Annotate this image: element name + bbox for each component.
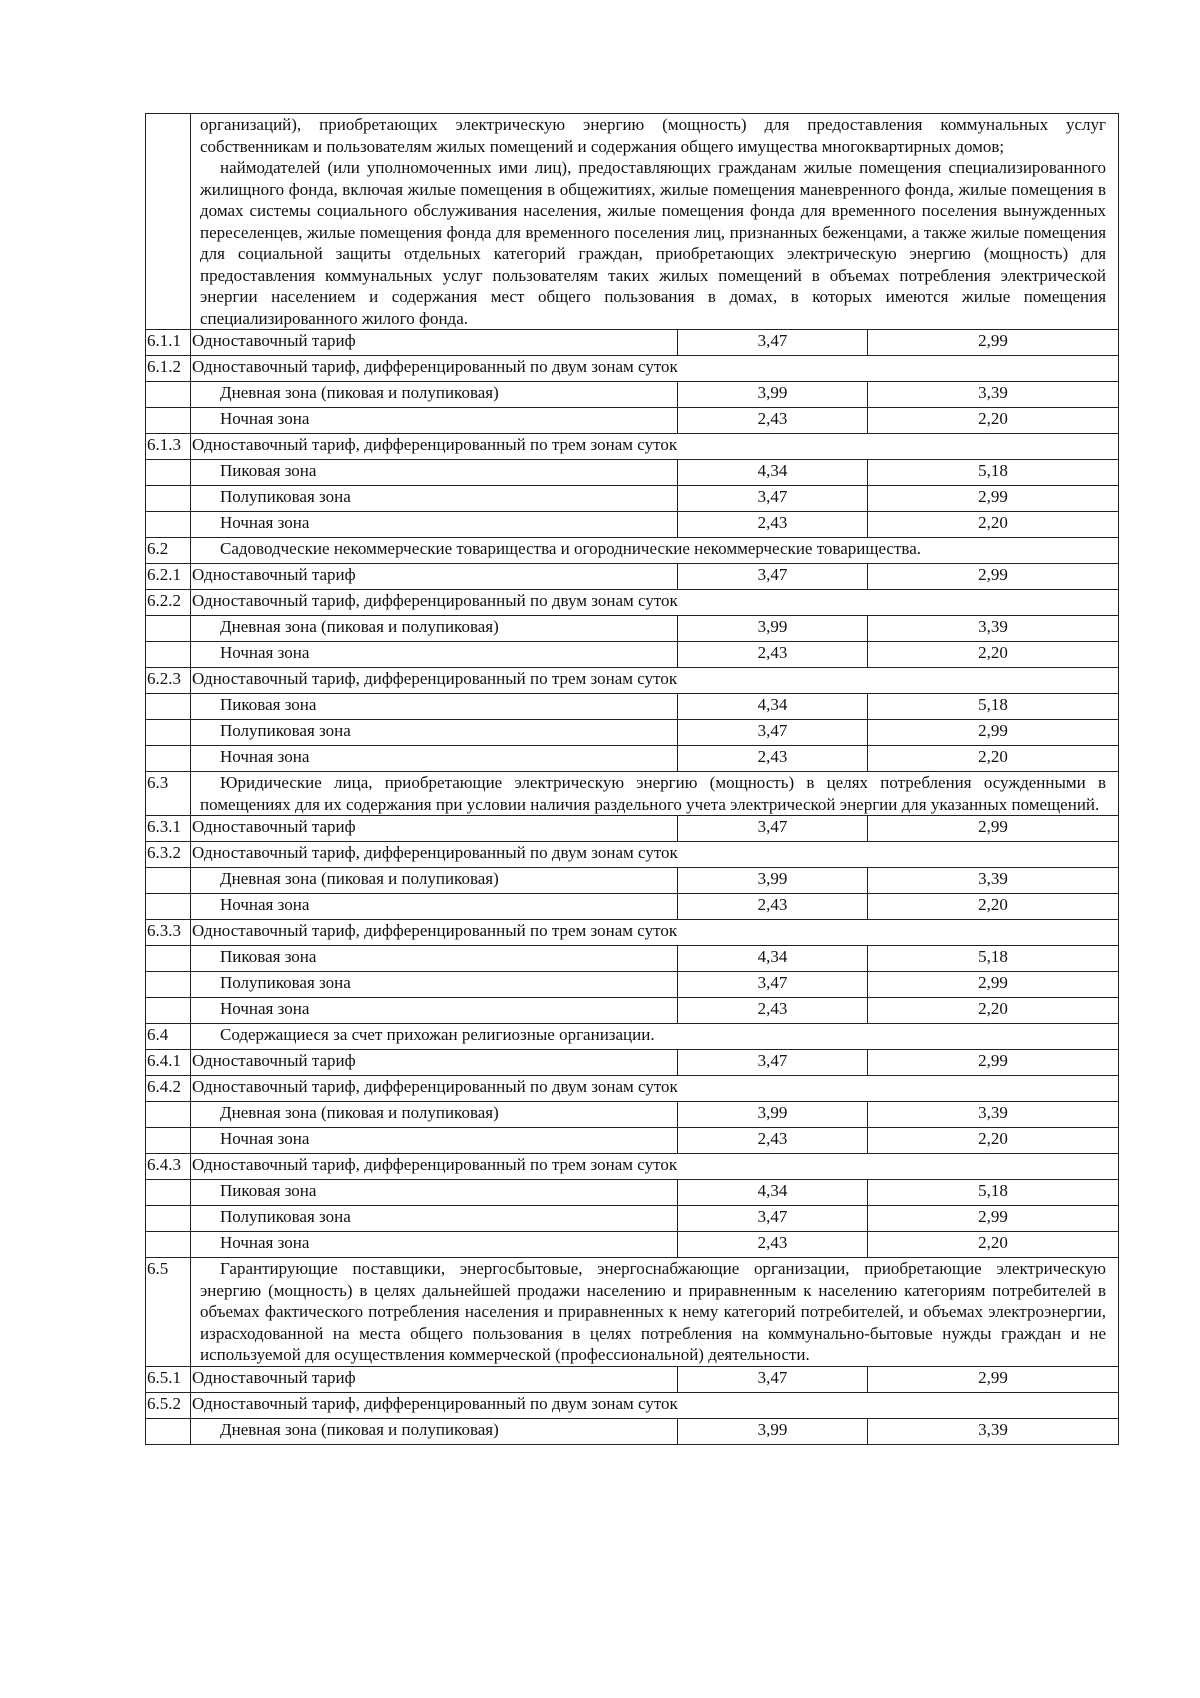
value-2: 2,20 [868,642,1119,668]
value-1: 3,47 [678,1206,868,1232]
table-row [146,998,1119,1024]
value-2: 2,20 [868,746,1119,772]
row-label: Одноставочный тариф [191,1366,678,1392]
table-row [146,1180,1119,1206]
row-label: Одноставочный тариф, дифференцированный по двум зонам суток [191,1392,1119,1418]
value-2: 2,20 [868,998,1119,1024]
table-row [146,894,1119,920]
table-row [146,408,1119,434]
row-number: 6.3.3 [146,920,191,946]
row-number: 6.2.3 [146,668,191,694]
zone-label: Дневная зона (пиковая и полупиковая) [191,382,678,408]
value-2: 2,99 [868,1366,1119,1392]
row-label: Одноставочный тариф, дифференцированный по двум зонам суток [191,590,1119,616]
table-row [146,382,1119,408]
intro-row [146,114,1119,330]
zone-label: Ночная зона [191,894,678,920]
value-2: 2,99 [868,564,1119,590]
value-2: 3,39 [868,616,1119,642]
intro-text [191,114,1119,330]
value-2: 2,99 [868,330,1119,356]
zone-label: Ночная зона [191,512,678,538]
value-1: 4,34 [678,694,868,720]
value-1: 2,43 [678,1232,868,1258]
row-number: 6.1.2 [146,356,191,382]
table-row [146,564,1119,590]
zone-label: Ночная зона [191,408,678,434]
value-1: 4,34 [678,946,868,972]
value-1: 3,47 [678,1366,868,1392]
table-row [146,842,1119,868]
value-2: 2,20 [868,894,1119,920]
section-row [146,1258,1119,1367]
section-number: 6.5 [146,1258,191,1367]
value-2: 2,99 [868,720,1119,746]
value-2: 2,99 [868,1206,1119,1232]
zone-label: Ночная зона [191,746,678,772]
table-row [146,1232,1119,1258]
row-number: 6.4.3 [146,1154,191,1180]
row-number: 6.3.2 [146,842,191,868]
section-text: Садоводческие некоммерческие товарищества и огороднические некоммерческие товарищества. [191,538,1119,564]
row-number: 6.2.1 [146,564,191,590]
table-row [146,1366,1119,1392]
value-1: 3,47 [678,564,868,590]
value-2: 2,99 [868,816,1119,842]
value-1: 2,43 [678,746,868,772]
row-number: 6.5.2 [146,1392,191,1418]
row-label: Одноставочный тариф, дифференцированный по трем зонам суток [191,668,1119,694]
value-1: 3,99 [678,382,868,408]
row-number: 6.4.2 [146,1076,191,1102]
section-row [146,538,1119,564]
section-number: 6.3 [146,772,191,816]
row-number: 6.1.3 [146,434,191,460]
value-1: 2,43 [678,894,868,920]
section-number: 6.4 [146,1024,191,1050]
zone-label: Дневная зона (пиковая и полупиковая) [191,868,678,894]
table-row [146,816,1119,842]
table-row [146,616,1119,642]
value-2: 5,18 [868,946,1119,972]
table-row [146,590,1119,616]
row-label: Одноставочный тариф, дифференцированный по двум зонам суток [191,842,1119,868]
value-1: 4,34 [678,1180,868,1206]
row-number: 6.4.1 [146,1050,191,1076]
value-2: 5,18 [868,694,1119,720]
value-2: 2,20 [868,1128,1119,1154]
value-1: 4,34 [678,460,868,486]
table-row [146,1128,1119,1154]
row-label: Одноставочный тариф, дифференцированный по трем зонам суток [191,434,1119,460]
zone-label: Пиковая зона [191,694,678,720]
table-row [146,1102,1119,1128]
zone-label: Дневная зона (пиковая и полупиковая) [191,1418,678,1444]
value-1: 3,99 [678,868,868,894]
table-row [146,434,1119,460]
row-label: Одноставочный тариф, дифференцированный по двум зонам суток [191,356,1119,382]
table-row [146,920,1119,946]
section-text: Гарантирующие поставщики, энергосбытовые, энергоснабжающие организации, приобретающие электрическую энергию (мощность) в целях дальнейшей продажи населению и приравненным к населению категориям потребителей в объемах фактического потребления населения и приравненных к нему категорий потребителей, и объемах электроэнергии, израсходованной на места общего пользования в целях потребления на коммунально-бытовые нужды граждан и не используемой для осуществления коммерческой (профессиональной) деятельности. [191,1258,1119,1367]
zone-label: Дневная зона (пиковая и полупиковая) [191,1102,678,1128]
table-row [146,642,1119,668]
row-label: Одноставочный тариф [191,564,678,590]
zone-label: Дневная зона (пиковая и полупиковая) [191,616,678,642]
row-number: 6.2.2 [146,590,191,616]
table-row [146,668,1119,694]
value-2: 5,18 [868,1180,1119,1206]
zone-label: Ночная зона [191,1232,678,1258]
intro-para-2: наймодателей (или уполномоченных ими лиц), предоставляющих гражданам жилые помещения специализированного жилищного фонда, включая жилые помещения в общежитиях, жилые помещения маневренного фонда, жилые помещения в домах системы социального обслуживания населения, жилые помещения фонда для временного поселения вынужденных переселенцев, жилые помещения фонда для временного поселения лиц, признанных беженцами, а также жилые помещения для социальной защиты отдельных категорий граждан, приобретающих электрическую энергию (мощность) для предоставления коммунальных услуг пользователям таких жилых помещений в объемах потребления электрической энергии населением и содержания мест общего пользования в домах, в которых имеются жилые помещения специализированного жилого фонда. [200,158,1107,328]
value-2: 2,20 [868,408,1119,434]
value-1: 2,43 [678,998,868,1024]
zone-label: Полупиковая зона [191,972,678,998]
value-1: 2,43 [678,1128,868,1154]
table-row [146,486,1119,512]
section-number: 6.2 [146,538,191,564]
value-1: 2,43 [678,642,868,668]
row-number: 6.5.1 [146,1366,191,1392]
table-row [146,1154,1119,1180]
zone-label: Полупиковая зона [191,486,678,512]
table-row [146,868,1119,894]
section-row [146,1024,1119,1050]
value-2: 2,99 [868,972,1119,998]
value-1: 3,47 [678,1050,868,1076]
value-1: 3,99 [678,616,868,642]
value-2: 2,99 [868,1050,1119,1076]
intro-para-1: организаций), приобретающих электрическую энергию (мощность) для предоставления коммунальных услуг собственникам и пользователям жилых помещений и содержания общего имущества многоквартирных домов; [200,115,1107,156]
row-number: 6.3.1 [146,816,191,842]
table-row [146,330,1119,356]
table-row [146,1076,1119,1102]
value-2: 3,39 [868,1418,1119,1444]
value-2: 3,39 [868,868,1119,894]
row-number: 6.1.1 [146,330,191,356]
zone-label: Полупиковая зона [191,720,678,746]
value-2: 3,39 [868,1102,1119,1128]
zone-label: Пиковая зона [191,1180,678,1206]
row-label: Одноставочный тариф, дифференцированный по трем зонам суток [191,1154,1119,1180]
value-1: 2,43 [678,408,868,434]
value-2: 5,18 [868,460,1119,486]
table-row [146,1418,1119,1444]
section-text: Юридические лица, приобретающие электрическую энергию (мощность) в целях потребления осужденными в помещениях для их содержания при условии наличия раздельного учета электрической энергии для указанных помещений. [191,772,1119,816]
row-label: Одноставочный тариф, дифференцированный по двум зонам суток [191,1076,1119,1102]
table-row [146,1392,1119,1418]
table-row [146,1050,1119,1076]
table-row [146,460,1119,486]
table-row [146,720,1119,746]
value-1: 3,47 [678,816,868,842]
table-row [146,1206,1119,1232]
value-1: 3,47 [678,972,868,998]
value-1: 3,99 [678,1102,868,1128]
table-row [146,512,1119,538]
value-1: 3,47 [678,486,868,512]
table-row [146,972,1119,998]
value-1: 3,47 [678,330,868,356]
row-label: Одноставочный тариф, дифференцированный по трем зонам суток [191,920,1119,946]
row-label: Одноставочный тариф [191,1050,678,1076]
section-row [146,772,1119,816]
value-1: 2,43 [678,512,868,538]
zone-label: Ночная зона [191,998,678,1024]
value-1: 3,99 [678,1418,868,1444]
tariff-table [145,113,1119,1445]
value-2: 2,20 [868,512,1119,538]
value-1: 3,47 [678,720,868,746]
table-row [146,946,1119,972]
zone-label: Ночная зона [191,1128,678,1154]
section-text: Содержащиеся за счет прихожан религиозные организации. [191,1024,1119,1050]
zone-label: Ночная зона [191,642,678,668]
zone-label: Пиковая зона [191,460,678,486]
value-2: 3,39 [868,382,1119,408]
zone-label: Пиковая зона [191,946,678,972]
value-2: 2,20 [868,1232,1119,1258]
value-2: 2,99 [868,486,1119,512]
table-row [146,694,1119,720]
table-row [146,356,1119,382]
row-label: Одноставочный тариф [191,816,678,842]
table-row [146,746,1119,772]
zone-label: Полупиковая зона [191,1206,678,1232]
row-label: Одноставочный тариф [191,330,678,356]
